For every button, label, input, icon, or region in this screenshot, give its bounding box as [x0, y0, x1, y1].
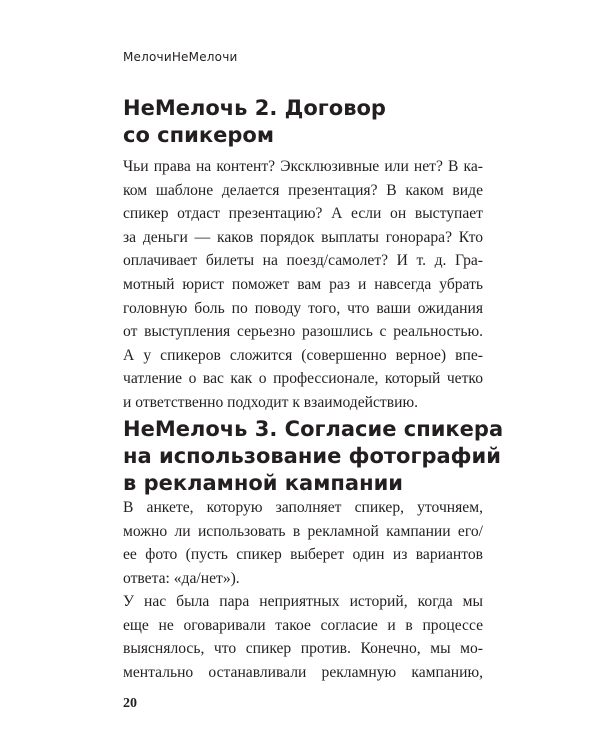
page-number: 20	[123, 696, 137, 711]
paragraph-questionnaire	[123, 496, 483, 590]
text-line: чатление о вас как о профессионале, который четко	[123, 370, 483, 388]
text-line: от выступления серьезно разошлись с реальностью.	[123, 323, 483, 341]
running-header: МелочиНеМелочи	[123, 50, 238, 64]
text-line: ментально останавливали рекламную кампанию,	[123, 663, 483, 681]
text-line: мотный юрист поможет вам раз и навсегда убрать	[123, 275, 483, 293]
text-line: за деньги — каков порядок выплаты гонорара? Кто	[123, 228, 483, 246]
text-line: головную боль по поводу того, что ваши ожидания	[123, 299, 483, 317]
text-line: В анкете, которую заполняет спикер, уточняем,	[123, 499, 483, 516]
text-line: выяснялось, что спикер против. Конечно, мы мо-	[123, 640, 483, 658]
text-line: спикер отдаст презентацию? А если он выступает	[123, 205, 483, 223]
heading-line: на использование фотографий	[123, 444, 501, 468]
section-heading-nemeloch-2	[123, 95, 386, 149]
heading-line: НеМелочь 3. Согласие спикера	[123, 417, 504, 441]
section-heading-nemeloch-3	[123, 416, 503, 497]
heading-line: в рекламной кампании	[123, 471, 404, 495]
heading-line: НеМелочь 2. Договор	[123, 96, 386, 120]
text-line: и ответственно подходит к взаимодействию.	[123, 393, 419, 411]
text-line: У нас была пара неприятных историй, когда мы	[123, 593, 483, 610]
heading-line: со спикером	[123, 123, 274, 147]
text-line: ее фото (пусть спикер выберет один из вариантов	[123, 546, 483, 564]
text-line: оплачивает билеты на поезд/самолет? И т. д. Гра-	[123, 252, 483, 270]
paragraph-contract	[123, 155, 483, 415]
text-line: ответа: «да/нет»).	[123, 569, 240, 587]
text-line: А у спикеров сложится (совершенно верное) впе-	[123, 346, 483, 364]
text-line: ком шаблоне делается презентация? В каком виде	[123, 181, 483, 199]
text-line: Чьи права на контент? Эксклюзивные или нет? В ка-	[123, 158, 483, 175]
paragraph-stories	[123, 590, 483, 684]
text-line: можно ли использовать в рекламной кампании его/	[123, 522, 483, 540]
text-line: еще не оговаривали такое согласие и в процессе	[123, 616, 483, 634]
